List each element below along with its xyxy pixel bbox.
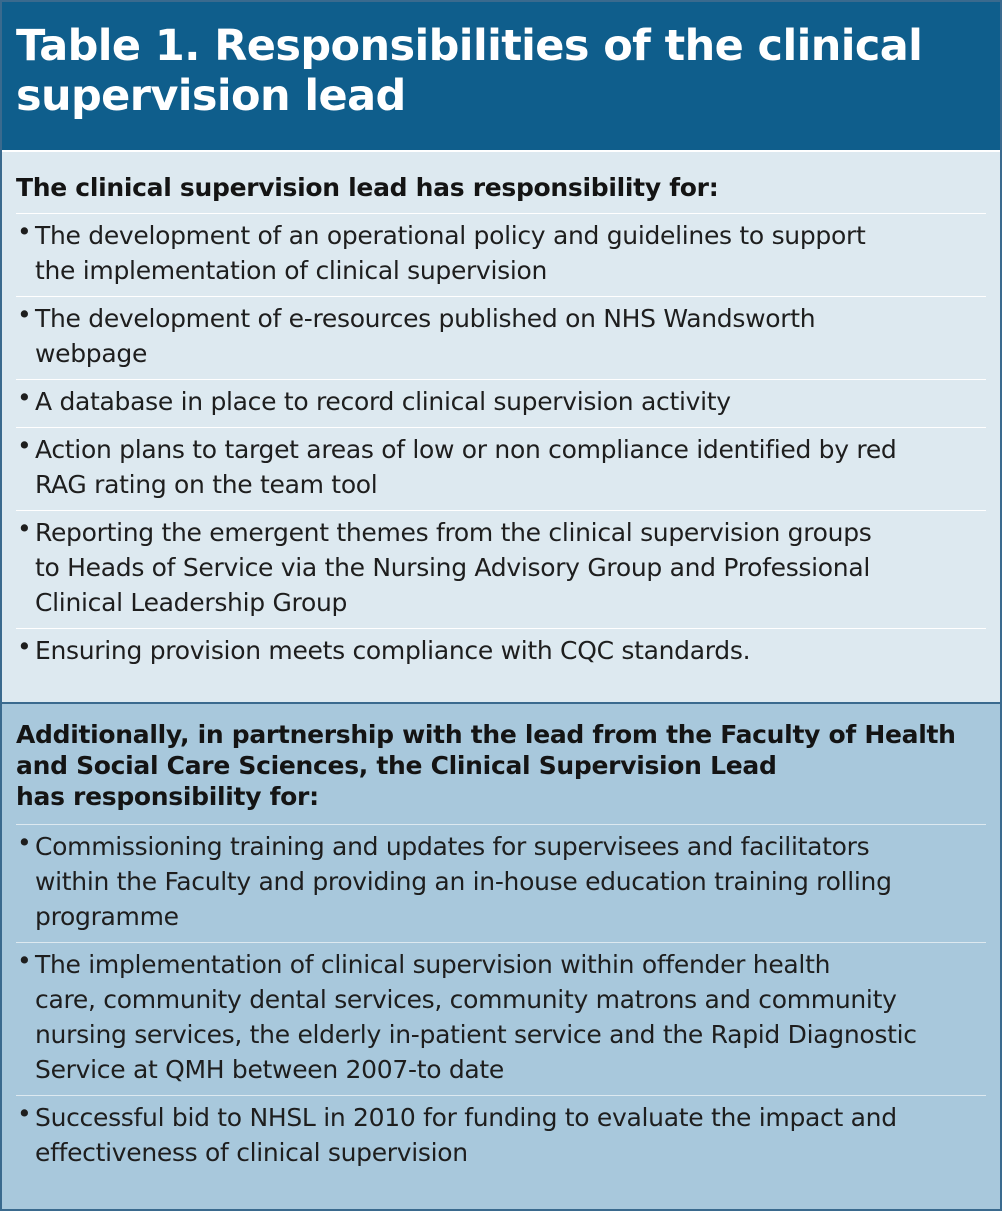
- section-heading: [16, 704, 986, 812]
- list-item-line: the implementation of clinical supervision: [35, 256, 548, 285]
- bullet-icon: •: [17, 828, 32, 857]
- list-item-line: The development of e-resources published on NHS Wandsworth: [35, 304, 816, 333]
- list-item-line: to Heads of Service via the Nursing Advisory Group and Professional: [35, 553, 871, 582]
- list-item-line: The development of an operational policy and guidelines to support: [35, 221, 866, 250]
- list-item: [16, 1095, 986, 1178]
- bullet-icon: •: [17, 431, 32, 460]
- list-item-line: Commissioning training and updates for supervisees and facilitators: [35, 832, 870, 861]
- partnership-section: [2, 702, 1000, 1209]
- list-item: [16, 510, 986, 628]
- list-item-line: Reporting the emergent themes from the clinical supervision groups: [35, 518, 872, 547]
- table-title-bar: [2, 2, 1000, 150]
- list-item-line: effectiveness of clinical supervision: [35, 1138, 468, 1167]
- section-heading-line: and Social Care Sciences, the Clinical Supervision Lead: [16, 751, 777, 780]
- table-title: [16, 21, 986, 121]
- partnership-list: [16, 824, 986, 1178]
- section-heading: The clinical supervision lead has responsibility for:: [16, 173, 719, 202]
- list-item: [16, 379, 986, 427]
- section-heading-line: Additionally, in partnership with the lead from the Faculty of Health: [16, 720, 956, 749]
- list-item-line: within the Faculty and providing an in-house education training rolling: [35, 867, 892, 896]
- list-item: [16, 213, 986, 296]
- bullet-icon: •: [17, 946, 32, 975]
- list-item-line: Clinical Leadership Group: [35, 588, 348, 617]
- bullet-icon: •: [17, 217, 32, 246]
- list-item-line: programme: [35, 902, 179, 931]
- bullet-icon: •: [17, 300, 32, 329]
- list-item-line: Service at QMH between 2007-to date: [35, 1055, 505, 1084]
- table-title-line: supervision lead: [16, 71, 406, 121]
- list-item-line: Ensuring provision meets compliance with CQC standards.: [35, 636, 751, 665]
- table-title-line: Table 1. Responsibilities of the clinical: [16, 21, 923, 71]
- list-item-line: The implementation of clinical supervision within offender health: [35, 950, 831, 979]
- list-item: [16, 427, 986, 510]
- bullet-icon: •: [17, 383, 32, 412]
- bullet-icon: •: [17, 1099, 32, 1128]
- bullet-icon: •: [17, 514, 32, 543]
- list-item-line: RAG rating on the team tool: [35, 470, 378, 499]
- list-item-line: webpage: [35, 339, 148, 368]
- responsibilities-list: [16, 213, 986, 676]
- list-item-line: nursing services, the elderly in-patient service and the Rapid Diagnostic: [35, 1020, 917, 1049]
- list-item-line: Successful bid to NHSL in 2010 for funding to evaluate the impact and: [35, 1103, 897, 1132]
- section-heading-line: has responsibility for:: [16, 782, 319, 811]
- list-item: [16, 942, 986, 1095]
- bullet-icon: •: [17, 632, 32, 661]
- responsibilities-section: [2, 150, 1000, 702]
- list-item-line: Action plans to target areas of low or non compliance identified by red: [35, 435, 897, 464]
- list-item-line: A database in place to record clinical supervision activity: [35, 387, 731, 416]
- list-item: [16, 628, 986, 676]
- list-item: [16, 824, 986, 942]
- list-item-line: care, community dental services, community matrons and community: [35, 985, 897, 1014]
- list-item: [16, 296, 986, 379]
